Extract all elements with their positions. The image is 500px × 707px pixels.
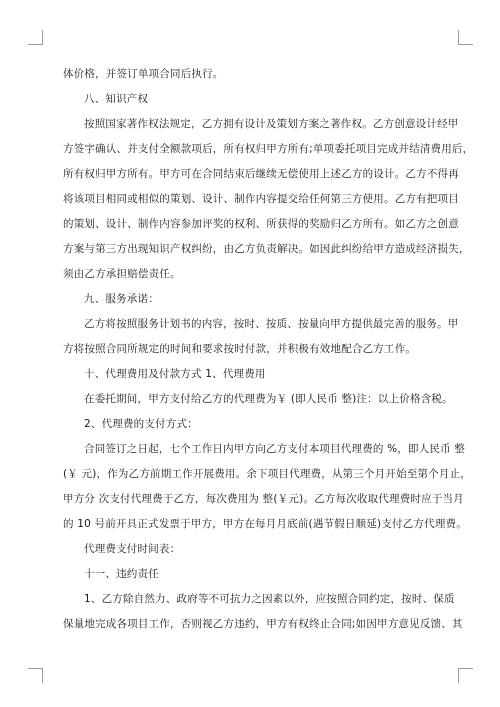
text-line: 在委托期间，甲方支付给乙方的代理费为￥ (即人民币 整)注：以上价格含税。 bbox=[84, 393, 453, 405]
crop-mark-bottom-right bbox=[458, 668, 473, 683]
text-line: 的 10 号前开具正式发票于甲方，甲方在每月月底前(遇节假日顺延)支付乙方代理费。 bbox=[63, 518, 467, 530]
crop-mark-bottom-left bbox=[28, 668, 43, 683]
text-line: 体价格，并签订单项合同后执行。 bbox=[63, 68, 224, 80]
text-line: 乙方将按照服务计划书的内容，按时、按质、按量向甲方提供最完善的服务。甲 bbox=[84, 318, 459, 330]
text-line: 2、代理费的支付方式： bbox=[84, 418, 198, 430]
text-line: 八、知识产权 bbox=[84, 93, 149, 105]
text-line: 十、代理费用及付款方式 1、代理费用 bbox=[84, 368, 266, 380]
text-line: 九、服务承诺： bbox=[84, 293, 159, 305]
text-line: 保量地完成各项目工作，否则视乙方违约，甲方有权终止合同;如因甲方意见反馈、其 bbox=[63, 618, 463, 630]
text-line: 须由乙方承担赔偿责任。 bbox=[63, 268, 181, 280]
text-line: 方将按照合同所规定的时间和要求按时付款，并积极有效地配合乙方工作。 bbox=[63, 343, 417, 355]
text-line: 代理费支付时间表： bbox=[84, 543, 181, 555]
text-line: 方签字确认、并支付全额款项后，所有权归甲方所有;单项委托项目完成并结清费用后， bbox=[63, 143, 474, 155]
text-line: 方案与第三方出现知识产权纠纷，由乙方负责解决。如因此纠纷给甲方造成经济损失， bbox=[63, 243, 470, 255]
crop-mark-top-right bbox=[458, 30, 473, 45]
text-line: 按照国家著作权法规定，乙方拥有设计及策划方案之著作权。乙方创意设计经甲 bbox=[84, 118, 459, 130]
text-line: 所有权归甲方所有。甲方可在合同结束后继续无偿使用上述乙方的设计。乙方不得再 bbox=[63, 168, 459, 180]
document-body bbox=[63, 66, 474, 641]
text-line: 的策划、设计、制作内容参加评奖的权利、所获得的奖励归乙方所有。如乙方之创意 bbox=[63, 218, 459, 230]
text-line: (￥ 元)，作为乙方前期工作开展费用。余下项目代理费，从第三个月开始至第个月止， bbox=[63, 468, 472, 480]
text-line: 十一、违约责任 bbox=[84, 568, 159, 580]
crop-mark-top-left bbox=[28, 30, 43, 45]
text-line: 将该项目相同或相似的策划、设计、制作内容提交给任何第三方使用。乙方有把项目 bbox=[63, 193, 459, 205]
text-line: 合同签订之日起，七个工作日内甲方向乙方支付本项目代理费的 %，即人民币 整 bbox=[84, 443, 466, 455]
text-line: 1、乙方除自然力、政府等不可抗力之因素以外，应按照合同约定，按时、保质 bbox=[84, 593, 455, 605]
text-line: 甲方分 次支付代理费于乙方，每次费用为 整(￥元)。乙方每次收取代理费时应于当月 bbox=[63, 493, 464, 505]
